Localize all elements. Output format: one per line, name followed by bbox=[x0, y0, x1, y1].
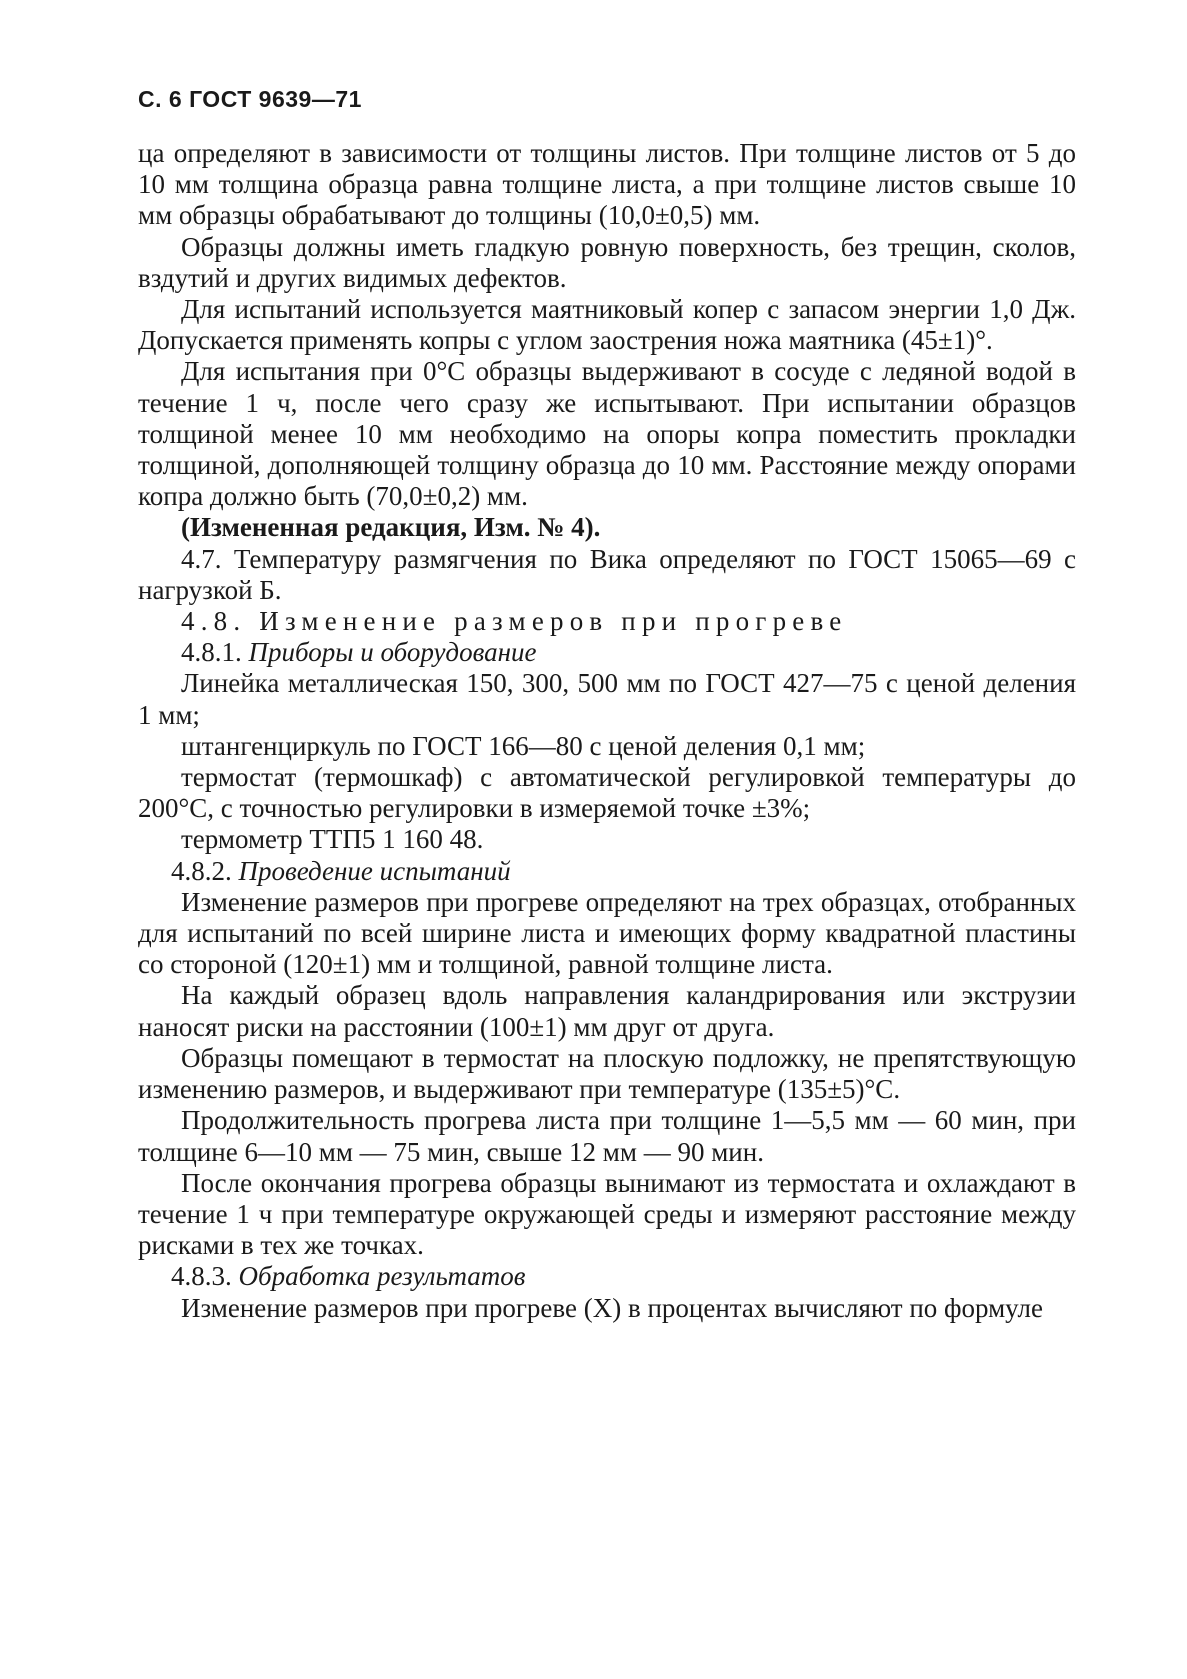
paragraph-samples: Изменение размеров при прогреве определяют на трех образцах, отобранных для испытаний по всей ширине листа и имеющих форму квадратной пластины со стороной (120±1) мм и толщиной, равной толщине листа. bbox=[138, 886, 1076, 980]
equipment-thermostat: термостат (термошкаф) с автоматической регулировкой температуры до 200°С, с точностью регулировки в измеряемой точке ±3%; bbox=[138, 762, 1076, 824]
section-4-8-1-title bbox=[138, 637, 1076, 668]
paragraph-marks: На каждый образец вдоль направления каландрирования или экструзии наносят риски на расстоянии (100±1) мм друг от друга. bbox=[138, 980, 1076, 1042]
section-4-7: 4.7. Температуру размягчения по Вика определяют по ГОСТ 15065—69 с нагрузкой Б. bbox=[138, 543, 1076, 605]
section-4-8-2-title bbox=[138, 856, 1076, 887]
paragraph-continuation: ца определяют в зависимости от толщины листов. При толщине листов от 5 до 10 мм толщина образца равна толщине листа, а при толщине листов свыше 10 мм образцы обрабатывают до толщины (10,0±0,5) мм. bbox=[138, 138, 1076, 231]
section-4-8-3-title bbox=[138, 1261, 1076, 1292]
section-4-8-1-heading: Приборы и оборудование bbox=[248, 637, 537, 668]
section-4-8-3-number: 4.8.3. bbox=[171, 1261, 232, 1292]
page-header: С. 6 ГОСТ 9639—71 bbox=[138, 86, 362, 112]
paragraph-heating-duration: Продолжительность прогрева листа при толщине 1—5,5 мм — 60 мин, при толщине 6—10 мм — 75 мин, свыше 12 мм — 90 мин. bbox=[138, 1105, 1076, 1167]
paragraph-cooling: После окончания прогрева образцы вынимают из термостата и охлаждают в течение 1 ч при температуре окружающей среды и измеряют расстояние между рисками в тех же точках. bbox=[138, 1167, 1076, 1261]
paragraph-thermostat-placement: Образцы помещают в термостат на плоскую подложку, не препятствующую изменению размеров, и выдерживают при температуре (135±5)°С. bbox=[138, 1042, 1076, 1105]
equipment-ruler: Линейка металлическая 150, 300, 500 мм по ГОСТ 427—75 с ценой деления 1 мм; bbox=[138, 668, 1076, 730]
section-4-8-2-number: 4.8.2. bbox=[171, 855, 232, 886]
equipment-caliper: штангенциркуль по ГОСТ 166—80 с ценой деления 0,1 мм; bbox=[181, 730, 866, 761]
section-4-8-title: 4.8. Изменение размеров при прогреве bbox=[181, 606, 848, 637]
section-4-8-2-heading: Проведение испытаний bbox=[238, 855, 511, 886]
amendment-note: (Измененная редакция, Изм. № 4). bbox=[181, 512, 601, 543]
paragraph-zero-degree-test: Для испытания при 0°С образцы выдерживают в сосуде с ледяной водой в течение 1 ч, после чего сразу же испытывают. При испытании образцов толщиной менее 10 мм необходимо на опоры копра поместить прокладки толщиной, дополняющей толщину образца до 10 мм. Расстояние между опорами копра должно быть (70,0±0,2) мм. bbox=[138, 356, 1076, 512]
section-4-8-3-heading: Обработка результатов bbox=[238, 1261, 526, 1292]
paragraph-surface: Образцы должны иметь гладкую ровную поверхность, без трещин, сколов, вздутий и других видимых дефектов. bbox=[138, 231, 1076, 293]
paragraph-pendulum: Для испытаний используется маятниковый копер с запасом энергии 1,0 Дж. Допускается применять копры с углом заострения ножа маятника (45±1)°. bbox=[138, 294, 1076, 356]
document-body bbox=[138, 138, 1076, 1324]
equipment-thermometer: термометр ТТП5 1 160 48. bbox=[181, 824, 484, 855]
section-4-8-1-number: 4.8.1. bbox=[181, 637, 242, 668]
paragraph-formula-intro: Изменение размеров при прогреве (X) в процентах вычисляют по формуле bbox=[181, 1292, 1043, 1323]
